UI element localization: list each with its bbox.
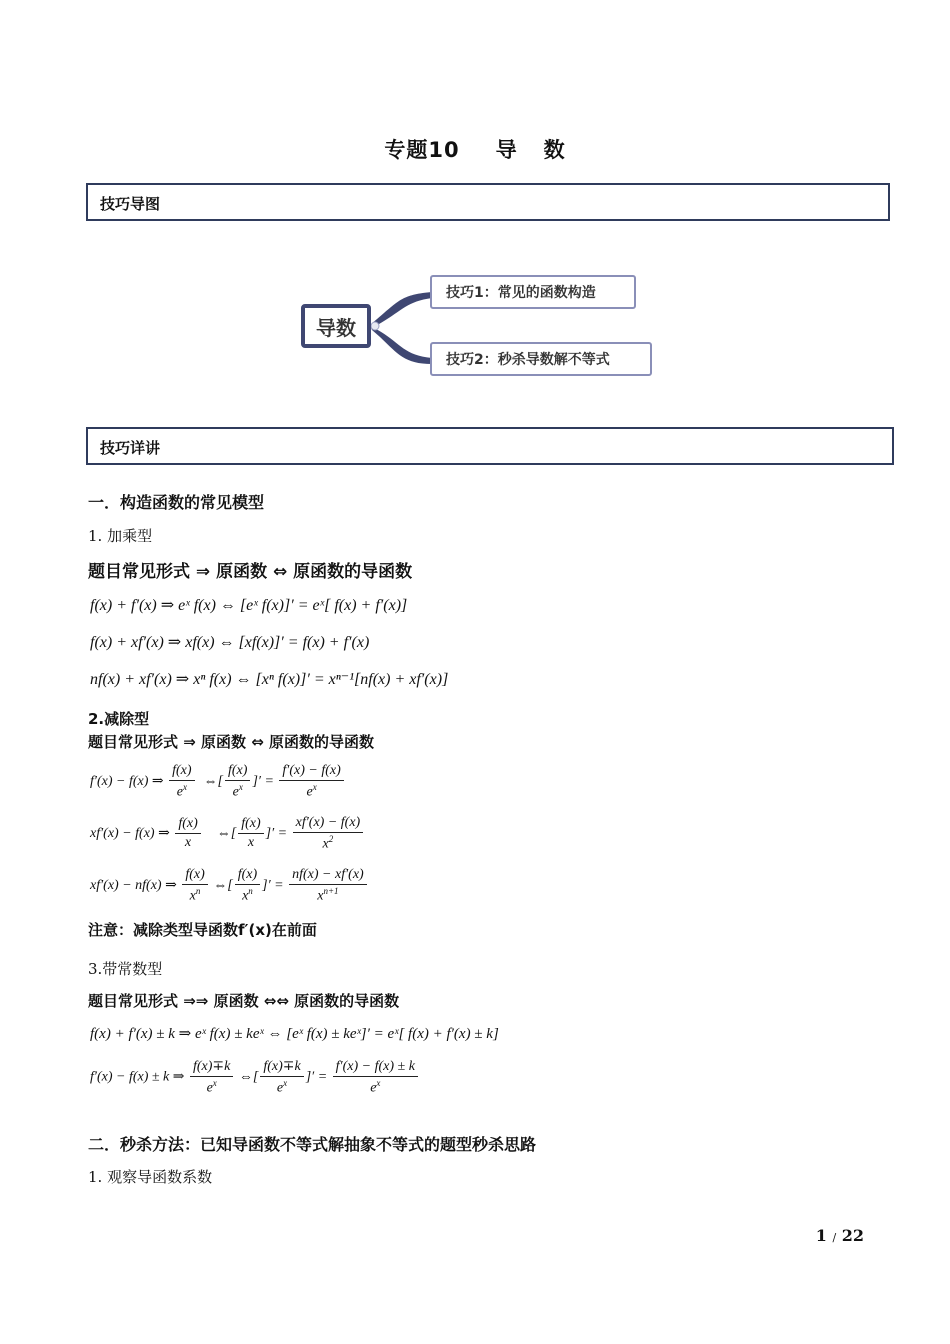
formula-mul-2: f(x) + xf′(x) ⇒ xf(x) ⇔ [xf(x)]′ = f(x) + f′(x) [90, 634, 370, 651]
formula-div-2-left: xf′(x) − f(x) ⇒ [90, 826, 170, 842]
section-box-label: 技巧详讲 [100, 439, 161, 457]
section2-heading: 二．秒杀方法：已知导函数不等式解抽象不等式的题型秒杀思路 [88, 1135, 537, 1154]
section1-sub2: 2.减除型 [88, 710, 150, 728]
formula-mul-1: f(x) + f′(x) ⇒ eˣ f(x) ⇔ [eˣ f(x)]′ = eˣ[ f(x) + f′(x)] [90, 597, 408, 614]
sub1-form: 题目常见形式 ⇒ 原函数 ⇔ 原函数的导函数 [88, 562, 413, 582]
formula-div-1: f′(x) − f(x) ⇒ $\frac{f(x)}{e^x}$ ⇔[ $\frac{f(x)}{e^x}$ ]′ = $\frac{f'(x) - f(x)}{e^x}$ [90, 763, 346, 801]
mindmap-node-1: 技巧1：常见的函数构造 [430, 275, 636, 309]
sub2-form: 题目常见形式 ⇒ 原函数 ⇔ 原函数的导函数 [88, 733, 375, 751]
page-current: 1 [815, 1226, 827, 1245]
formula-div-3-left: xf′(x) − nf(x) ⇒ [90, 878, 177, 894]
page-separator: / [832, 1231, 837, 1244]
formula-const-2-left: f′(x) − f(x) ± k ⇒ [90, 1069, 185, 1085]
formula-div-1-left: f′(x) − f(x) ⇒ [90, 774, 164, 790]
section1-sub3: 3.带常数型 [88, 960, 163, 978]
formula-div-3: xf′(x) − nf(x) ⇒ $\frac{f(x)}{x^n}$ ⇔[ $\frac{f(x)}{x^n}$ ]′ = $\frac{nf(x) - xf'(x)}{x^{n+1}}$ [90, 867, 369, 905]
formula-const-2: f′(x) − f(x) ± k ⇒ $\frac{f(x)\mp k}{e^x}$ ⇔[ $\frac{f(x)\mp k}{e^x}$ ]′ = $\frac{f'(x) - f(x) \pm k}{e^x}$ [90, 1058, 420, 1097]
page-title [0, 134, 950, 164]
section-box-label: 技巧导图 [100, 195, 161, 213]
section-box-mindmap [86, 183, 890, 221]
mindmap-center-node: 导数 [301, 304, 371, 348]
formula-mul-3: nf(x) + xf′(x) ⇒ xⁿ f(x) ⇔ [xⁿ f(x)]′ = xⁿ⁻¹[nf(x) + xf′(x)] [90, 671, 449, 688]
page-number [816, 1226, 864, 1245]
title-topic1: 导 [495, 138, 518, 162]
title-main: 专题10 [384, 138, 460, 162]
sub3-form: 题目常见形式 ⇒⇒ 原函数 ⇔⇔ 原函数的导函数 [88, 992, 400, 1010]
section1-heading: 一．构造函数的常见模型 [88, 493, 265, 512]
formula-div-2: xf′(x) − f(x) ⇒ $\frac{f(x)}{x}$ ⇔[ $\frac{f(x)}{x}$ ]′ = $\frac{xf'(x) - f(x)}{x^2}$ [90, 815, 365, 853]
section1-note: 注意：减除类型导函数f′(x)在前面 [88, 921, 317, 939]
mindmap-node-2: 技巧2：秒杀导数解不等式 [430, 342, 652, 376]
section2-sub1: 1. 观察导函数系数 [88, 1168, 213, 1186]
title-topic2: 数 [543, 138, 566, 162]
page-total: 22 [841, 1226, 864, 1245]
section-box-details [86, 427, 894, 465]
formula-const-1: f(x) + f′(x) ± k ⇒ eˣ f(x) ± keˣ ⇔ [eˣ f(x) ± keˣ]′ = eˣ[ f(x) + f′(x) ± k] [90, 1026, 499, 1042]
section1-sub1: 1. 加乘型 [88, 527, 153, 545]
